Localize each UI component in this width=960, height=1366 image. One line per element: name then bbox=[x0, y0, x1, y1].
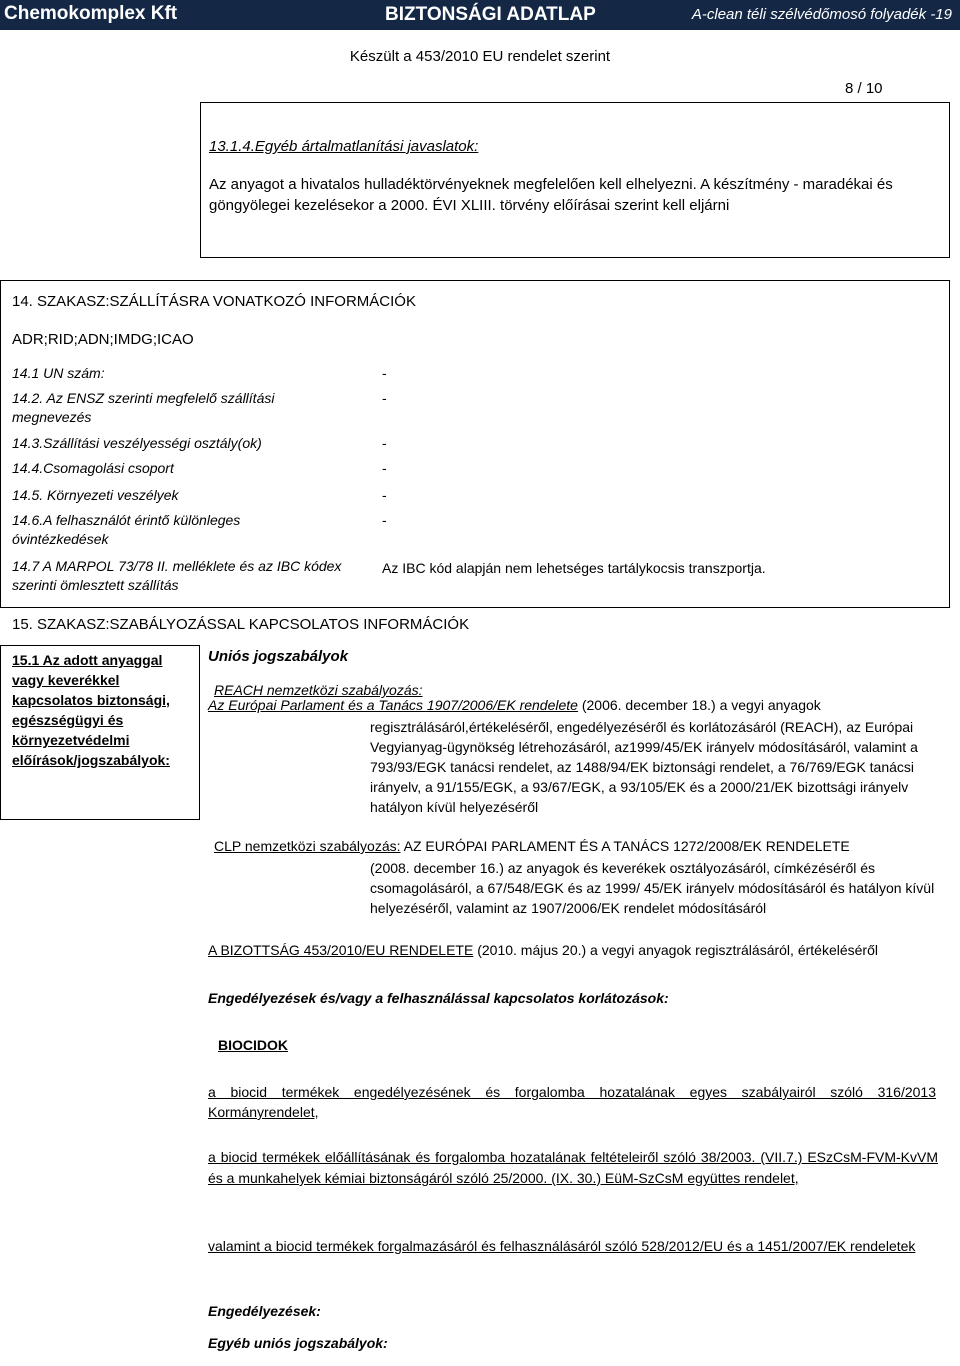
transport-heading: 14. SZAKASZ:SZÁLLÍTÁSRA VONATKOZÓ INFORMÁCIÓK bbox=[12, 293, 416, 310]
transport-row-value: - bbox=[382, 487, 387, 503]
biocid-heading: BIOCIDOK bbox=[218, 1037, 288, 1053]
reach-text: regisztrálásáról,értékeléséről, engedélyezéséről és korlátozásáról (REACH), az Európai Vegyianyag-ügynökség létrehozásáról, az1999/45/EK irányelv módosításáról, valamint a 793/93/EGK tanácsi rendelet, az 1488/94/EK biztonsági rendelet, a 76/769/EGK tanácsi irányelv, a 91/155/EGK, a 93/67/EGK, a 93/105/EK és a 2000/21/EK bizottsági irányelv hatályon kívül helyezéséről bbox=[370, 719, 918, 815]
transport-row-label: 14.3.Szállítási veszélyességi osztály(ok) bbox=[12, 435, 262, 451]
regulatory-label: 15.1 Az adott anyaggal vagy keverékkel kapcsolatos biztonsági, egészségügyi és környezetvédelmi előírások/jogszabályok: bbox=[12, 652, 170, 768]
clp-link[interactable]: CLP nemzetközi szabályozás: bbox=[214, 838, 401, 854]
commission-regulation-text: (2010. május 20.) a vegyi anyagok regisztrálásáról, értékeléséről bbox=[473, 942, 878, 958]
regulatory-heading: 15. SZAKASZ:SZABÁLYOZÁSSAL KAPCSOLATOS INFORMÁCIÓK bbox=[12, 616, 470, 633]
disposal-heading: 13.1.4.Egyéb ártalmatlanítási javaslatok: bbox=[209, 138, 479, 155]
transport-row-label: 14.5. Környezeti veszélyek bbox=[12, 487, 179, 503]
biocid-paragraph: valamint a biocid termékek forgalmazásáról és felhasználásáról szóló 528/2012/EU és a 1451/2007/EK rendeletek bbox=[208, 1238, 916, 1254]
restrictions-heading: Engedélyezések és/vagy a felhasználással kapcsolatos korlátozások: bbox=[208, 990, 669, 1006]
reach-line-rest: (2006. december 18.) a vegyi anyagok bbox=[577, 697, 821, 713]
clp-line bbox=[214, 837, 850, 856]
biocid-paragraph: a biocid termékek előállításának és forgalomba hozatalának feltételeiről szóló 38/2003. (VII.7.) ESzCsM-FVM-KvVM és a munkahelyek kémiai biztonságáról szóló 25/2000. (IX. 30.) EüM-SzCsM együttes rendelet, bbox=[208, 1149, 938, 1186]
biocid-paragraph: a biocid termékek engedélyezésének és forgalomba hozatalának egyes szabályairól szóló 316/2013 Kormányrendelet, bbox=[208, 1084, 936, 1120]
reach-line bbox=[208, 696, 821, 715]
clp-text: (2008. december 16.) az anyagok és keverékek osztályozásáról, címkézéséről és csomagolásáról, a 67/548/EGK és az 1999/ 45/EK irányelv módosításáról és hatályon kívül helyezéséről, valamint az 1907/2006/EK rendelet módosításáról bbox=[370, 860, 935, 916]
product-name: A-clean téli szélvédőmosó folyadék -19 bbox=[691, 6, 952, 23]
transport-row-value: Az IBC kód alapján nem lehetséges tartálykocsis transzportja. bbox=[382, 560, 766, 576]
transport-row-value: - bbox=[382, 512, 387, 528]
page-number: 8 / 10 bbox=[845, 80, 883, 97]
commission-regulation bbox=[208, 939, 888, 961]
disposal-text: Az anyagot a hivatalos hulladéktörvényeknek megfelelően kell elhelyezni. A készítmény - maradékai és göngyölegei kezelésekor a 2000. ÉVI XLIII. törvény előírásai szerint kell eljárni bbox=[209, 176, 893, 214]
document-title: BIZTONSÁGI ADATLAP bbox=[385, 4, 596, 25]
reach-regulation-ref[interactable]: Az Európai Parlament és a Tanács 1907/2006/EK rendelete bbox=[208, 697, 578, 713]
transport-row-value: - bbox=[382, 460, 387, 476]
transport-modes: ADR;RID;ADN;IMDG;ICAO bbox=[12, 331, 194, 348]
commission-regulation-ref[interactable]: A BIZOTTSÁG 453/2010/EU RENDELETE bbox=[208, 942, 474, 958]
transport-row-label: 14.7 A MARPOL 73/78 II. melléklete és az IBC kódex szerinti ömlesztett szállítás bbox=[12, 558, 342, 593]
document-subtitle: Készült a 453/2010 EU rendelet szerint bbox=[349, 48, 611, 65]
transport-row-value: - bbox=[382, 365, 387, 381]
other-eu-legislation-heading: Egyéb uniós jogszabályok: bbox=[208, 1335, 388, 1351]
transport-row-value: - bbox=[382, 435, 387, 451]
transport-row-value: - bbox=[382, 390, 387, 406]
transport-row-label: 14.4.Csomagolási csoport bbox=[12, 460, 174, 476]
transport-row-label: 14.1 UN szám: bbox=[12, 365, 105, 381]
reach-link[interactable]: REACH nemzetközi szabályozás: bbox=[214, 682, 423, 698]
eu-legislation-heading: Uniós jogszabályok bbox=[208, 648, 349, 665]
permits-heading: Engedélyezések: bbox=[208, 1303, 321, 1319]
company-name: Chemokomplex Kft bbox=[4, 3, 178, 24]
clp-line-rest: AZ EURÓPAI PARLAMENT ÉS A TANÁCS 1272/2008/EK RENDELETE bbox=[400, 838, 850, 854]
transport-row-label: 14.2. Az ENSZ szerinti megfelelő szállítási megnevezés bbox=[12, 390, 275, 425]
transport-row-label: 14.6.A felhasználót érintő különleges óvintézkedések bbox=[12, 512, 241, 547]
